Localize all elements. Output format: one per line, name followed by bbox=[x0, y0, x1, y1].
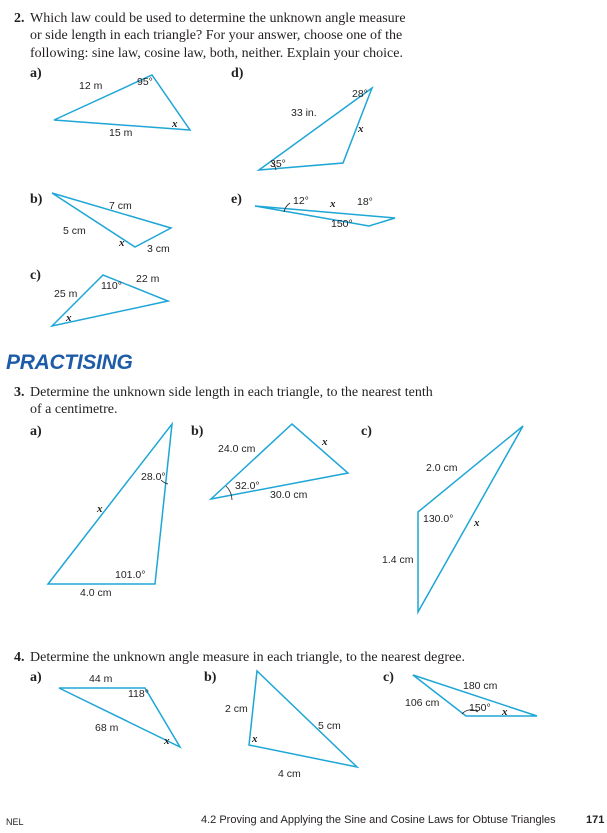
q3b-label: b) bbox=[191, 424, 204, 439]
q3b-unknown: x bbox=[322, 436, 328, 448]
q2b-side1: 7 cm bbox=[109, 200, 132, 212]
q2e-unknown: x bbox=[330, 198, 336, 210]
q3a-side: 4.0 cm bbox=[80, 587, 112, 599]
q2b-unknown: x bbox=[119, 237, 125, 249]
q4c-label: c) bbox=[383, 670, 394, 685]
q3a-triangle bbox=[48, 424, 172, 584]
q3c-unknown: x bbox=[474, 517, 480, 529]
q3a-angle2: 101.0° bbox=[115, 569, 146, 581]
q2e-angle2: 18° bbox=[357, 196, 373, 208]
q2-text-line1: Which law could be used to determine the unknown angle measure bbox=[30, 11, 406, 26]
q4b-side1: 2 cm bbox=[225, 703, 248, 715]
section-heading: PRACTISING bbox=[6, 351, 133, 374]
q4a-side1: 44 m bbox=[89, 673, 113, 685]
q2c-angle: 110° bbox=[101, 280, 122, 292]
q3a-angle1: 28.0° bbox=[141, 471, 166, 483]
q3c-side2: 1.4 cm bbox=[382, 554, 414, 566]
q4a-unknown: x bbox=[164, 735, 170, 747]
q2a-side2: 15 m bbox=[109, 127, 133, 139]
q4c-side1: 180 cm bbox=[463, 680, 498, 692]
q4b-unknown: x bbox=[252, 733, 258, 745]
q2d-label: d) bbox=[231, 66, 244, 81]
q2a-side1: 12 m bbox=[79, 80, 103, 92]
q3-number: 3. bbox=[14, 385, 25, 400]
q4a-label: a) bbox=[30, 670, 42, 685]
q4b-side3: 4 cm bbox=[278, 768, 301, 780]
q2c-unknown: x bbox=[66, 312, 72, 324]
q2c-side1: 22 m bbox=[136, 273, 160, 285]
q4c-angle: 150° bbox=[469, 702, 491, 714]
q4c-unknown: x bbox=[502, 706, 508, 718]
footer-page-number: 171 bbox=[586, 814, 605, 826]
q3a-unknown: x bbox=[97, 503, 103, 515]
q2a-triangle bbox=[54, 75, 190, 130]
q3-text-line1: Determine the unknown side length in each triangle, to the nearest tenth bbox=[30, 385, 433, 400]
q2e-triangle bbox=[255, 206, 395, 226]
q4a-angle: 118° bbox=[128, 688, 149, 700]
q3b-angle: 32.0° bbox=[235, 480, 260, 492]
q2b-side2: 5 cm bbox=[63, 225, 86, 237]
q2d-side1: 33 in. bbox=[291, 107, 317, 119]
q2-text-line3: following: sine law, cosine law, both, neither. Explain your choice. bbox=[30, 46, 403, 61]
q2c-side2: 25 m bbox=[54, 288, 78, 300]
q2e-label: e) bbox=[231, 192, 242, 207]
q4-text-line1: Determine the unknown angle measure in each triangle, to the nearest degree. bbox=[30, 650, 465, 665]
q2d-angle2: 35° bbox=[270, 158, 286, 170]
q2e-angle3: 150° bbox=[331, 218, 353, 230]
q4-number: 4. bbox=[14, 650, 25, 665]
q3a-label: a) bbox=[30, 424, 42, 439]
q4a-triangle bbox=[59, 688, 180, 747]
q3c-label: c) bbox=[361, 424, 372, 439]
footer-section-title: 4.2 Proving and Applying the Sine and Cosine Laws for Obtuse Triangles bbox=[201, 814, 556, 826]
footer-publisher: NEL bbox=[6, 817, 24, 827]
q2c-label: c) bbox=[30, 268, 41, 283]
q4c-side2: 106 cm bbox=[405, 697, 440, 709]
q2a-unknown: x bbox=[172, 118, 178, 130]
q2b-side3: 3 cm bbox=[147, 243, 170, 255]
q4a-side2: 68 m bbox=[95, 722, 119, 734]
q2b-label: b) bbox=[30, 192, 43, 207]
q3-text-line2: of a centimetre. bbox=[30, 402, 118, 417]
q2-number: 2. bbox=[14, 11, 25, 26]
q4b-label: b) bbox=[204, 670, 217, 685]
q3b-angle-arc bbox=[226, 486, 232, 500]
q4b-side2: 5 cm bbox=[318, 720, 341, 732]
q3c-angle: 130.0° bbox=[423, 513, 454, 525]
q2a-angle: 95° bbox=[137, 76, 153, 88]
q3b-side1: 24.0 cm bbox=[218, 443, 256, 455]
q3b-side2: 30.0 cm bbox=[270, 489, 308, 501]
q2a-label: a) bbox=[30, 66, 42, 81]
q2e-angle1: 12° bbox=[293, 195, 309, 207]
q2d-angle1: 28° bbox=[352, 88, 368, 100]
q2-text-line2: or side length in each triangle? For your answer, choose one of the bbox=[30, 28, 403, 43]
q4b-triangle bbox=[249, 671, 357, 767]
q3c-side1: 2.0 cm bbox=[426, 462, 458, 474]
q2d-unknown: x bbox=[358, 123, 364, 135]
